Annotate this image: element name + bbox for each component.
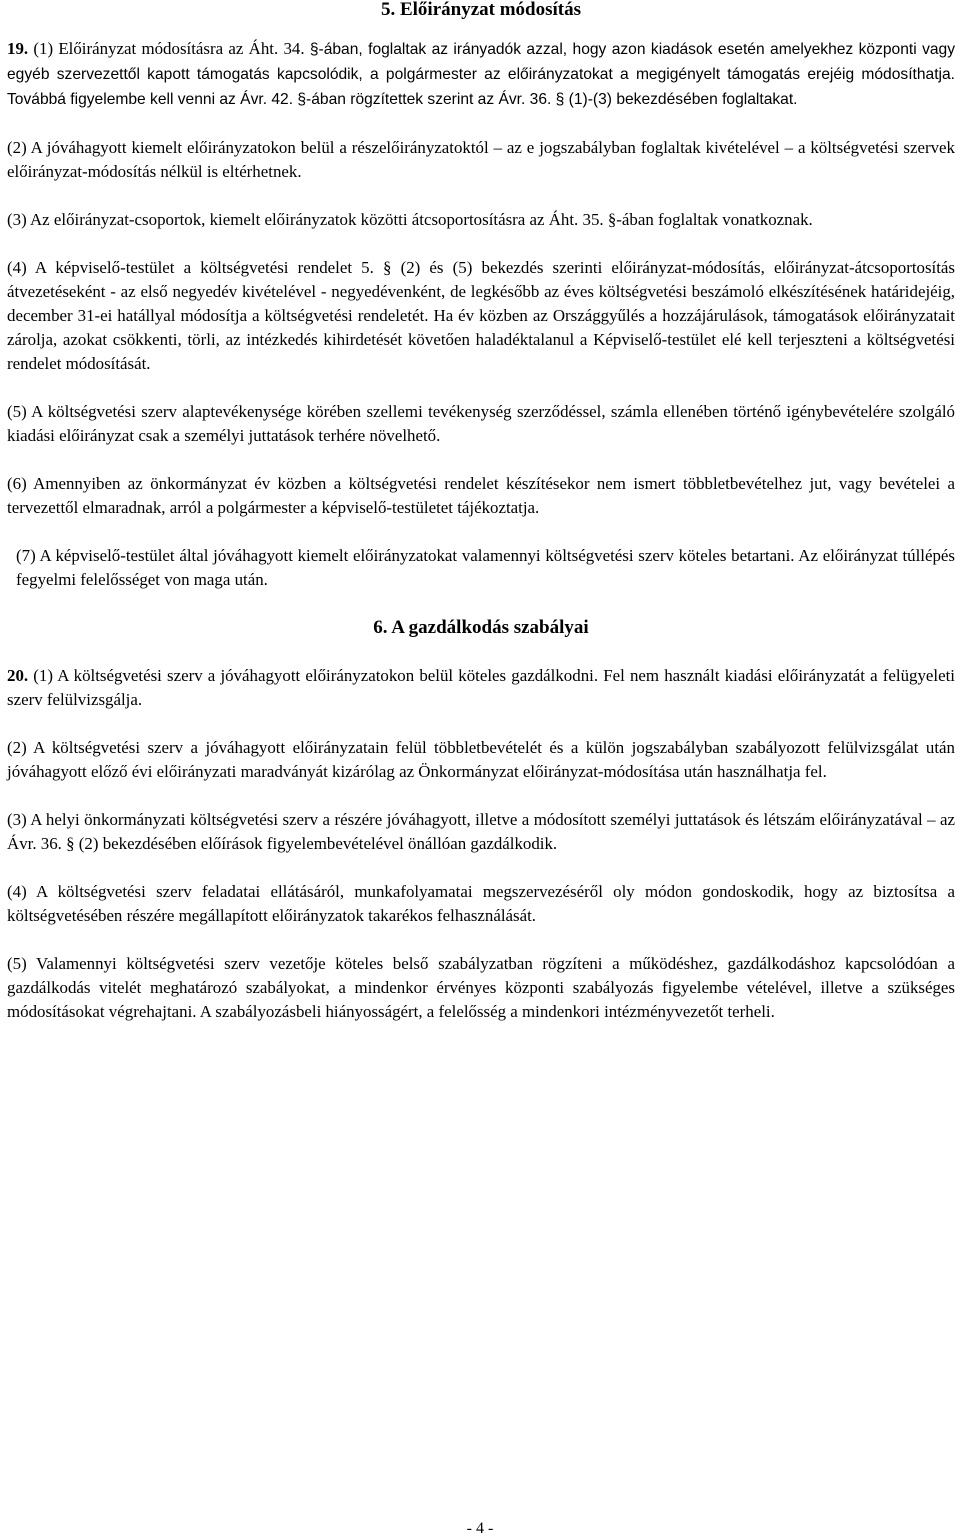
section-6-paragraph-4: (4) A költségvetési szerv feladatai ellátásáról, munkafolyamatai megszervezéséről oly módon gondoskodik, hogy az biztosítsa a költségvetésében részére megállapított előirányzatok takarékos felhasználását. [7, 882, 955, 925]
section-6-paragraph-1 [7, 664, 955, 712]
paragraph-1-text-serif: (1) Előirányzat módosításra az Áht. 34. [28, 39, 310, 58]
paragraph-1-text-sans: §-ában, foglaltak az irányadók azzal, hogy azon kiadások esetén amelyekhez központi vagy egyéb szervezettől kapott támogatás kapcsolódik, a polgármester az előirányzatokat a megigényelt támogatás erejéig módosíthatja. Továbbá figyelembe kell venni az Ávr. 42. §-ában rögzítettek szerint az Ávr. 36. § (1)-(3) bekezdésében foglaltakat. [7, 41, 956, 108]
section-5-paragraph-5: (5) A költségvetési szerv alaptevékenysége körében szellemi tevékenység szerződéssel, számla ellenében történő igénybevételére szolgáló kiadási előirányzat csak a személyi juttatások terhére növelhető. [7, 402, 955, 445]
section-6-paragraph-1-text: (1) A költségvetési szerv a jóváhagyott előirányzatokon belül köteles gazdálkodni. Fel nem használt kiadási előirányzatát a felügyeleti szerv felülvizsgálja. [7, 666, 955, 709]
article-number-19: 19. [7, 39, 29, 58]
section-5-heading: 5. Előirányzat módosítás [380, 0, 582, 20]
section-5-paragraph-7: (7) A képviselő-testület által jóváhagyott kiemelt előirányzatokat valamennyi költségvetési szerv köteles betartani. Az előirányzat túllépés fegyelmi felelősséget von maga után. [16, 546, 955, 589]
section-5-paragraph-2: (2) A jóváhagyott kiemelt előirányzatokon belül a részelőirányzatoktól – az e jogszabályban foglaltak kivételével – a költségvetési szervek előirányzat-módosítás nélkül is eltérhetnek. [7, 138, 955, 181]
section-6-paragraph-5: (5) Valamennyi költségvetési szerv vezetője köteles belső szabályzatban rögzíteni a működéshez, gazdálkodáshoz kapcsolódóan a gazdálkodás vitelét meghatározó szabályokat, a mindenkor érvényes központi szabályozás figyelembe vételével, illetve a szükséges módosításokat végrehajtani. A szabályozásbeli hiányosságért, a felelősség a mindenkori intézményvezetőt terheli. [7, 954, 955, 1021]
section-6-paragraph-2: (2) A költségvetési szerv a jóváhagyott előirányzatain felül többletbevételét és a külön jogszabályban szabályozott felülvizsgálat után jóváhagyott előző évi előirányzati maradványát kizárólag az Önkormányzat előirányzat-módosítása után használhatja fel. [7, 738, 955, 781]
section-6-paragraph-3: (3) A helyi önkormányzati költségvetési szerv a részére jóváhagyott, illetve a módosított személyi juttatások és létszám előirányzatával – az Ávr. 36. § (2) bekezdésében előírások figyelembevételével önállóan gazdálkodik. [7, 810, 955, 853]
section-5-paragraph-4: (4) A képviselő-testület a költségvetési rendelet 5. § (2) és (5) bekezdés szerinti előirányzat-módosítás, előirányzat-átcsoportosítás átvezetéseként - az első negyedév kivételével - negyedévenként, de legkésőbb az éves költségvetési beszámoló elkészítésének határidejéig, december 31-ei hatállyal módosítja a költségvetési rendeletét. Ha év közben az Országgyűlés a hozzájárulások, támogatások előirányzatait zárolja, azokat csökkenti, törli, az intézkedés kihirdetését követően haladéktalanul a Képviselő-testület elé kell terjeszteni a költségvetési rendelet módosítását. [7, 258, 955, 373]
section-5-paragraph-3: (3) Az előirányzat-csoportok, kiemelt előirányzatok közötti átcsoportosításra az Áht. 35. §-ában foglaltak vonatkoznak. [7, 210, 813, 229]
document-page [7, 0, 955, 1024]
section-5-paragraph-1 [7, 37, 955, 112]
section-6-heading: 6. A gazdálkodás szabályai [373, 617, 589, 638]
article-number-20: 20. [7, 666, 29, 685]
page-number: - 4 - [466, 1520, 494, 1537]
section-5-paragraph-6: (6) Amennyiben az önkormányzat év közben a költségvetési rendelet készítésekor nem ismert többletbevételhez jut, vagy bevételei a tervezettől elmaradnak, arról a polgármester a képviselő-testületet tájékoztatja. [7, 474, 955, 517]
